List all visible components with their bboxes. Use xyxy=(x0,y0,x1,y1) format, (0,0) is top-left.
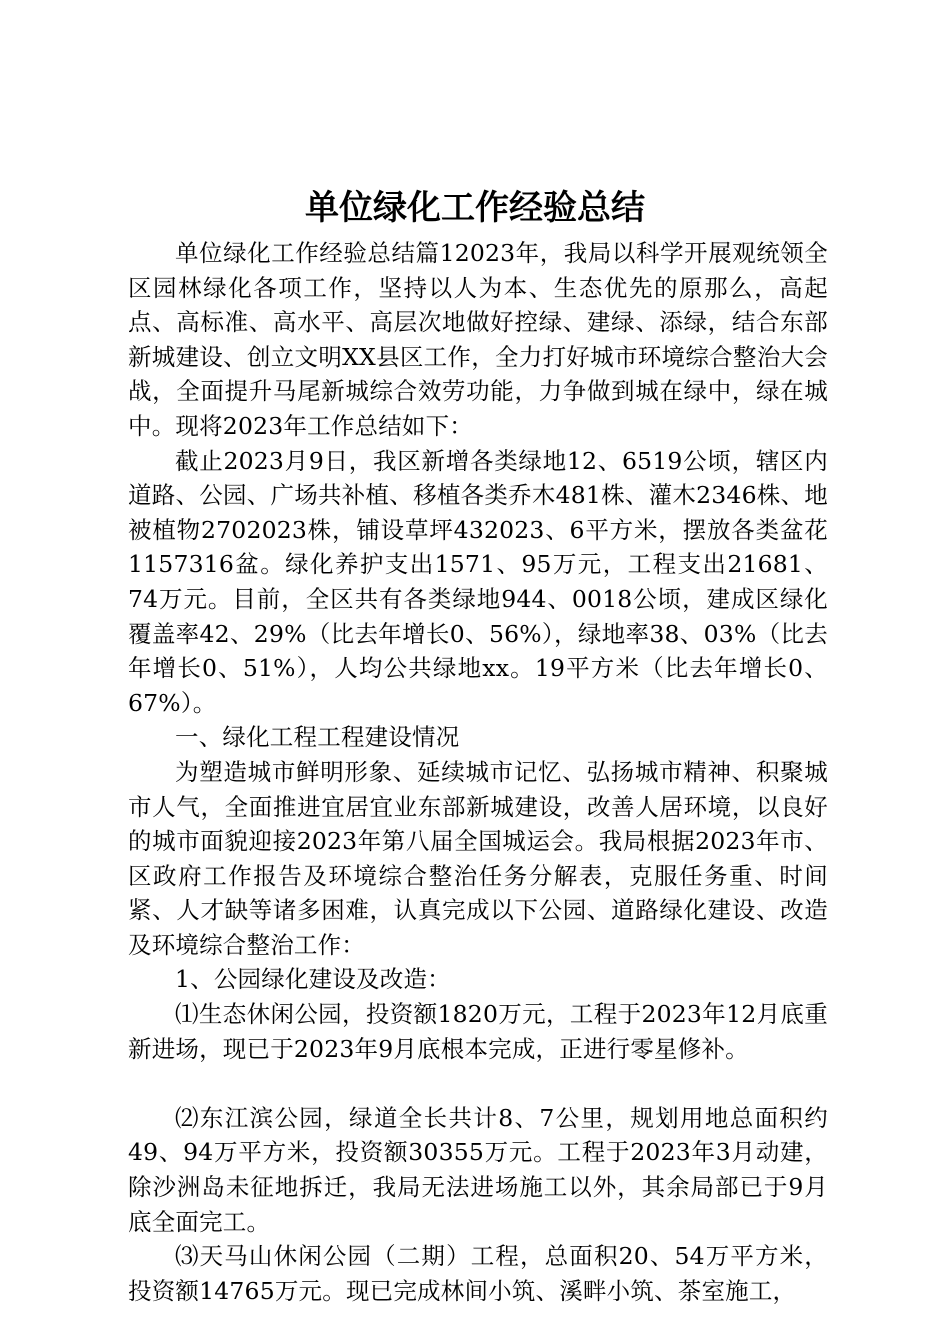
list-item-2: ⑵东江滨公园，绿道全长共计8、7公里，规划用地总面积约49、94万平方米，投资额30355万元。工程于2023年3月动建，除沙洲岛未征地拆迁，我局无法进场施工以外，其余局部已于9月底全面完工。 xyxy=(128,1103,828,1236)
list-item-1: ⑴生态休闲公园，投资额1820万元，工程于2023年12月底重新进场，现已于2023年9月底根本完成，正进行零星修补。 xyxy=(128,1000,828,1063)
paragraph-intro: 单位绿化工作经验总结篇12023年，我局以科学开展观统领全区园林绿化各项工作，坚持以人为本、生态优先的原那么，高起点、高标准、高水平、高层次地做好控绿、建绿、添绿，结合东部新城建设、创立文明XX县区工作，全力打好城市环境综合整治大会战，全面提升马尾新城综合效劳功能，力争做到城在绿中，绿在城中。现将2023年工作总结如下： xyxy=(128,239,828,440)
subsection-heading-1: 1、公园绿化建设及改造： xyxy=(175,965,451,994)
paragraph-section-1: 为塑造城市鲜明形象、延续城市记忆、弘扬城市精神、积聚城市人气，全面推进宜居宜业东部新城建设，改善人居环境，以良好的城市面貌迎接2023年第八届全国城运会。我局根据2023年市、区政府工作报告及环境综合整治任务分解表，克服任务重、时间紧、人才缺等诸多困难，认真完成以下公园、道路绿化建设、改造及环境综合整治工作： xyxy=(128,757,828,959)
paragraph-statistics: 截止2023月9日，我区新增各类绿地12、6519公顷，辖区内道路、公园、广场共补植、移植各类乔木481株、灌木2346株、地被植物2702023株，铺设草坪432023、6平方米，摆放各类盆花1157316盆。绿化养护支出1571、95万元，工程支出21681、74万元。目前，全区共有各类绿地944、0018公顷，建成区绿化覆盖率42、29%（比去年增长0、56%），绿地率38、03%（比去年增长0、51%），人均公共绿地xx。19平方米（比去年增长0、67%）。 xyxy=(128,446,828,717)
section-heading-1: 一、绿化工程工程建设情况 xyxy=(175,723,460,752)
list-item-3: ⑶天马山休闲公园（二期）工程，总面积20、54万平方米，投资额14765万元。现已完成林间小筑、溪畔小筑、茶室施工， xyxy=(128,1242,828,1305)
document-body xyxy=(128,236,828,1308)
document-title: 单位绿化工作经验总结 xyxy=(305,188,645,228)
